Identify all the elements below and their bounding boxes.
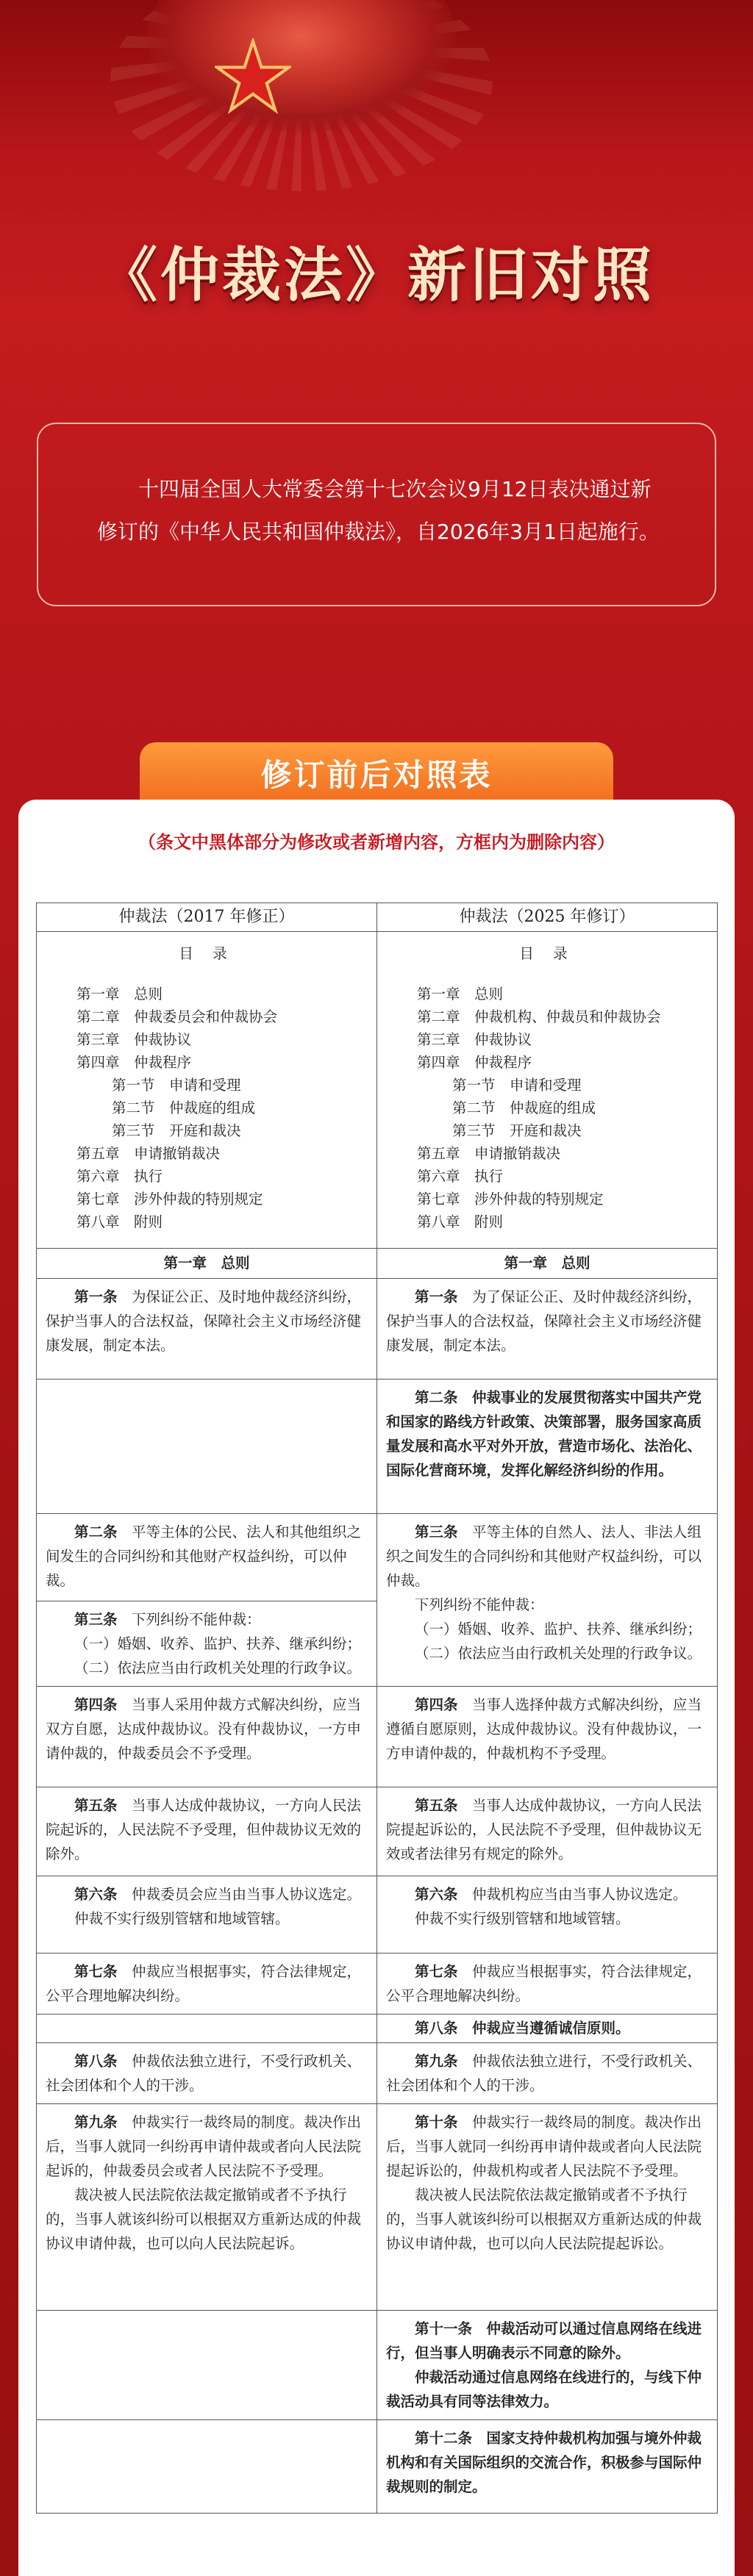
chapter-row bbox=[37, 1249, 718, 1279]
article-label: 第八条 bbox=[74, 2053, 118, 2070]
toc-heading: 目 录 bbox=[179, 945, 235, 962]
toc-item: 第四章 仲裁程序 bbox=[76, 1054, 192, 1071]
article-old bbox=[37, 1787, 377, 1876]
article-text: 仲裁依法独立进行，不受行政机关、社会团体和个人的干涉。 bbox=[46, 2053, 362, 2094]
article-label: 第五条 bbox=[415, 1797, 458, 1814]
toc-item: 第八章 附则 bbox=[76, 1213, 163, 1230]
article-text: 仲裁委员会应当由当事人协议选定。 bbox=[132, 1886, 362, 1903]
article-item: （一）婚姻、收养、监护、扶养、继承纠纷； bbox=[415, 1621, 702, 1637]
article-label: 第五条 bbox=[74, 1797, 118, 1814]
table-row bbox=[37, 2104, 718, 2311]
hero-banner bbox=[0, 0, 753, 412]
toc-item: 第七章 涉外仲裁的特别规定 bbox=[417, 1191, 604, 1208]
article-new bbox=[377, 2420, 718, 2514]
table-row bbox=[37, 2311, 718, 2420]
page-title: 《仲裁法》新旧对照 bbox=[99, 241, 654, 309]
article-text: 平等主体的公民、法人和其他组织之间发生的合同纠纷和其他财产权益纠纷，可以仲裁。 bbox=[46, 1524, 362, 1589]
toc-item: 第六章 执行 bbox=[76, 1168, 163, 1185]
article-text: 仲裁机构应当由当事人协议选定。 bbox=[472, 1886, 688, 1903]
table-row bbox=[37, 1787, 718, 1876]
toc-item: 第一节 申请和受理 bbox=[112, 1077, 241, 1094]
article-old-empty bbox=[37, 2420, 377, 2514]
header-new: 仲裁法（2025 年修订） bbox=[377, 903, 718, 932]
article-label: 第九条 bbox=[74, 2114, 118, 2131]
header-old: 仲裁法（2017 年修正） bbox=[37, 903, 377, 932]
red-star-icon bbox=[215, 38, 291, 115]
article-label: 第三条 bbox=[74, 1611, 118, 1628]
toc-item: 第二节 仲裁庭的组成 bbox=[452, 1099, 596, 1116]
toc-item: 第三章 仲裁协议 bbox=[417, 1031, 532, 1048]
article-item: （二）依法应当由行政机关处理的行政争议。 bbox=[415, 1645, 702, 1662]
article-text: 为了保证公正、及时仲裁经济纠纷，保护当事人的合法权益，保障社会主义市场经济健康发展，制定本法。 bbox=[386, 1288, 702, 1354]
toc-item: 第二章 仲裁机构、仲裁员和仲裁协会 bbox=[417, 1008, 661, 1025]
article-text: 当事人达成仲裁协议，一方向人民法院起诉的，人民法院不予受理，但仲裁协议无效的除外。 bbox=[46, 1797, 362, 1862]
comparison-table bbox=[36, 903, 718, 2514]
article-text: 仲裁应当根据事实，符合法律规定，公平合理地解决纠纷。 bbox=[386, 1963, 702, 2004]
article-label: 第七条 bbox=[74, 1963, 118, 1980]
toc-item: 第八章 附则 bbox=[417, 1213, 504, 1230]
toc-item: 第一章 总则 bbox=[76, 986, 163, 1002]
table-row bbox=[37, 1380, 718, 1514]
toc-item: 第五章 申请撤销裁决 bbox=[76, 1145, 221, 1162]
intro-text: 十四届全国人大常委会第十七次会议9月12日表决通过新修订的《中华人民共和国仲裁法》，自2026年3月1日起施行。 bbox=[97, 477, 660, 544]
chapter-title-new: 第一章 总则 bbox=[377, 1249, 718, 1279]
article-label: 第一条 bbox=[415, 1288, 458, 1305]
article-label: 第十条 bbox=[415, 2114, 458, 2131]
toc-item: 第二章 仲裁委员会和仲裁协会 bbox=[76, 1008, 278, 1025]
toc-item: 第三节 开庭和裁决 bbox=[112, 1122, 241, 1139]
article-new bbox=[377, 1279, 718, 1380]
article-item: （二）依法应当由行政机关处理的行政争议。 bbox=[74, 1660, 362, 1676]
chapter-title-old: 第一章 总则 bbox=[37, 1249, 377, 1279]
article-old-empty bbox=[37, 2014, 377, 2043]
article-text: 第十二条 国家支持仲裁机构加强与境外仲裁机构和有关国际组织的交流合作，积极参与国际仲裁规则的制定。 bbox=[386, 2430, 702, 2495]
legend-note: （条文中黑体部分为修改或者新增内容，方框内为删除内容） bbox=[138, 832, 615, 853]
article-new bbox=[377, 2043, 718, 2104]
article-text: 仲裁不实行级别管辖和地域管辖。 bbox=[74, 1910, 290, 1927]
table-row bbox=[37, 1279, 718, 1380]
article-text: 第八条 仲裁应当遵循诚信原则。 bbox=[415, 2020, 630, 2037]
toc-item: 第六章 执行 bbox=[417, 1168, 504, 1185]
article-old bbox=[37, 1279, 377, 1380]
article-text: 仲裁实行一裁终局的制度。裁决作出后，当事人就同一纠纷再申请仲裁或者向人民法院起诉的，仲裁委员会或者人民法院不予受理。 bbox=[46, 2114, 362, 2179]
article-text: 裁决被人民法院依法裁定撤销或者不予执行的，当事人就该纠纷可以根据双方重新达成的仲裁协议申请仲裁，也可以向人民法院提起诉讼。 bbox=[386, 2186, 702, 2252]
article-label: 第九条 bbox=[415, 2053, 458, 2070]
table-row bbox=[37, 2014, 718, 2043]
article-text: 仲裁活动通过信息网络在线进行的，与线下仲裁活动具有同等法律效力。 bbox=[386, 2369, 702, 2410]
toc-row bbox=[37, 932, 718, 1249]
article-label: 第三条 bbox=[415, 1524, 458, 1540]
article-new bbox=[377, 2104, 718, 2311]
article-new bbox=[377, 1787, 718, 1876]
article-text: 平等主体的自然人、法人、非法人组织之间发生的合同纠纷和其他财产权益纠纷，可以仲裁。 bbox=[386, 1524, 702, 1589]
article-old bbox=[37, 2104, 377, 2311]
article-text: 仲裁实行一裁终局的制度。裁决作出后，当事人就同一纠纷再申请仲裁或者向人民法院提起诉讼的，仲裁机构或者人民法院不予受理。 bbox=[386, 2114, 702, 2179]
article-label: 第一条 bbox=[74, 1288, 118, 1305]
comparison-card bbox=[18, 800, 735, 2576]
table-row bbox=[37, 1876, 718, 1953]
toc-heading: 目 录 bbox=[519, 945, 575, 962]
article-new bbox=[377, 1514, 718, 1687]
table-row bbox=[37, 1953, 718, 2014]
article-label: 第六条 bbox=[415, 1886, 458, 1903]
intro-box bbox=[37, 423, 716, 606]
article-text: 仲裁应当根据事实，符合法律规定，公平合理地解决纠纷。 bbox=[46, 1963, 362, 2004]
article-old-empty bbox=[37, 1380, 377, 1514]
article-text: 下列纠纷不能仲裁： bbox=[415, 1596, 544, 1613]
table-row bbox=[37, 1514, 718, 1687]
article-new bbox=[377, 1876, 718, 1953]
toc-item: 第三章 仲裁协议 bbox=[76, 1031, 192, 1048]
article-label: 第四条 bbox=[415, 1696, 458, 1713]
article-new bbox=[377, 2311, 718, 2420]
article-old bbox=[37, 1514, 377, 1687]
article-text: 仲裁不实行级别管辖和地域管辖。 bbox=[415, 1910, 630, 1927]
article-text: 下列纠纷不能仲裁： bbox=[132, 1611, 261, 1628]
toc-item: 第一节 申请和受理 bbox=[452, 1077, 582, 1094]
article-item: （一）婚姻、收养、监护、扶养、继承纠纷； bbox=[74, 1635, 362, 1652]
article-text: 当事人选择仲裁方式解决纠纷，应当遵循自愿原则，达成仲裁协议。没有仲裁协议，一方申请仲裁的，仲裁机构不予受理。 bbox=[386, 1696, 702, 1762]
article-new bbox=[377, 2014, 718, 2043]
toc-old bbox=[37, 932, 377, 1249]
article-label: 第四条 bbox=[74, 1696, 118, 1713]
article-new bbox=[377, 1953, 718, 2014]
toc-item: 第二节 仲裁庭的组成 bbox=[112, 1099, 256, 1116]
article-new bbox=[377, 1687, 718, 1787]
article-new bbox=[377, 1380, 718, 1514]
article-label: 第二条 bbox=[74, 1524, 118, 1540]
article-old bbox=[37, 2043, 377, 2104]
article-text: 第十一条 仲裁活动可以通过信息网络在线进行，但当事人明确表示不同意的除外。 bbox=[386, 2320, 702, 2361]
toc-item: 第五章 申请撤销裁决 bbox=[417, 1145, 561, 1162]
article-text: 当事人采用仲裁方式解决纠纷，应当双方自愿，达成仲裁协议。没有仲裁协议，一方申请仲裁的，仲裁委员会不予受理。 bbox=[46, 1696, 362, 1762]
toc-new bbox=[377, 932, 718, 1249]
table-row bbox=[37, 1687, 718, 1787]
article-old bbox=[37, 1876, 377, 1953]
article-text: 裁决被人民法院依法裁定撤销或者不予执行的，当事人就该纠纷可以根据双方重新达成的仲裁协议申请仲裁，也可以向人民法院起诉。 bbox=[46, 2186, 362, 2252]
article-old bbox=[37, 1953, 377, 2014]
toc-item: 第七章 涉外仲裁的特别规定 bbox=[76, 1191, 263, 1208]
article-text: 为保证公正、及时地仲裁经济纠纷，保护当事人的合法权益，保障社会主义市场经济健康发展，制定本法。 bbox=[46, 1288, 362, 1354]
section-title: 修订前后对照表 bbox=[140, 742, 613, 808]
article-text: 当事人达成仲裁协议，一方向人民法院提起诉讼的，人民法院不予受理，但仲裁协议无效或者法律另有规定的除外。 bbox=[386, 1797, 702, 1862]
toc-item: 第三节 开庭和裁决 bbox=[452, 1122, 582, 1139]
article-old-empty bbox=[37, 2311, 377, 2420]
table-header-row bbox=[37, 903, 718, 932]
article-old bbox=[37, 1687, 377, 1787]
article-text: 第二条 仲裁事业的发展贯彻落实中国共产党和国家的路线方针政策、决策部署，服务国家高质量发展和高水平对外开放，营造市场化、法治化、国际化营商环境，发挥化解经济纠纷的作用。 bbox=[386, 1389, 702, 1479]
table-row bbox=[37, 2043, 718, 2104]
article-text: 仲裁依法独立进行，不受行政机关、社会团体和个人的干涉。 bbox=[386, 2053, 702, 2094]
article-label: 第六条 bbox=[74, 1886, 118, 1903]
toc-item: 第四章 仲裁程序 bbox=[417, 1054, 532, 1071]
article-label: 第七条 bbox=[415, 1963, 458, 1980]
table-row bbox=[37, 2420, 718, 2514]
toc-item: 第一章 总则 bbox=[417, 986, 504, 1002]
